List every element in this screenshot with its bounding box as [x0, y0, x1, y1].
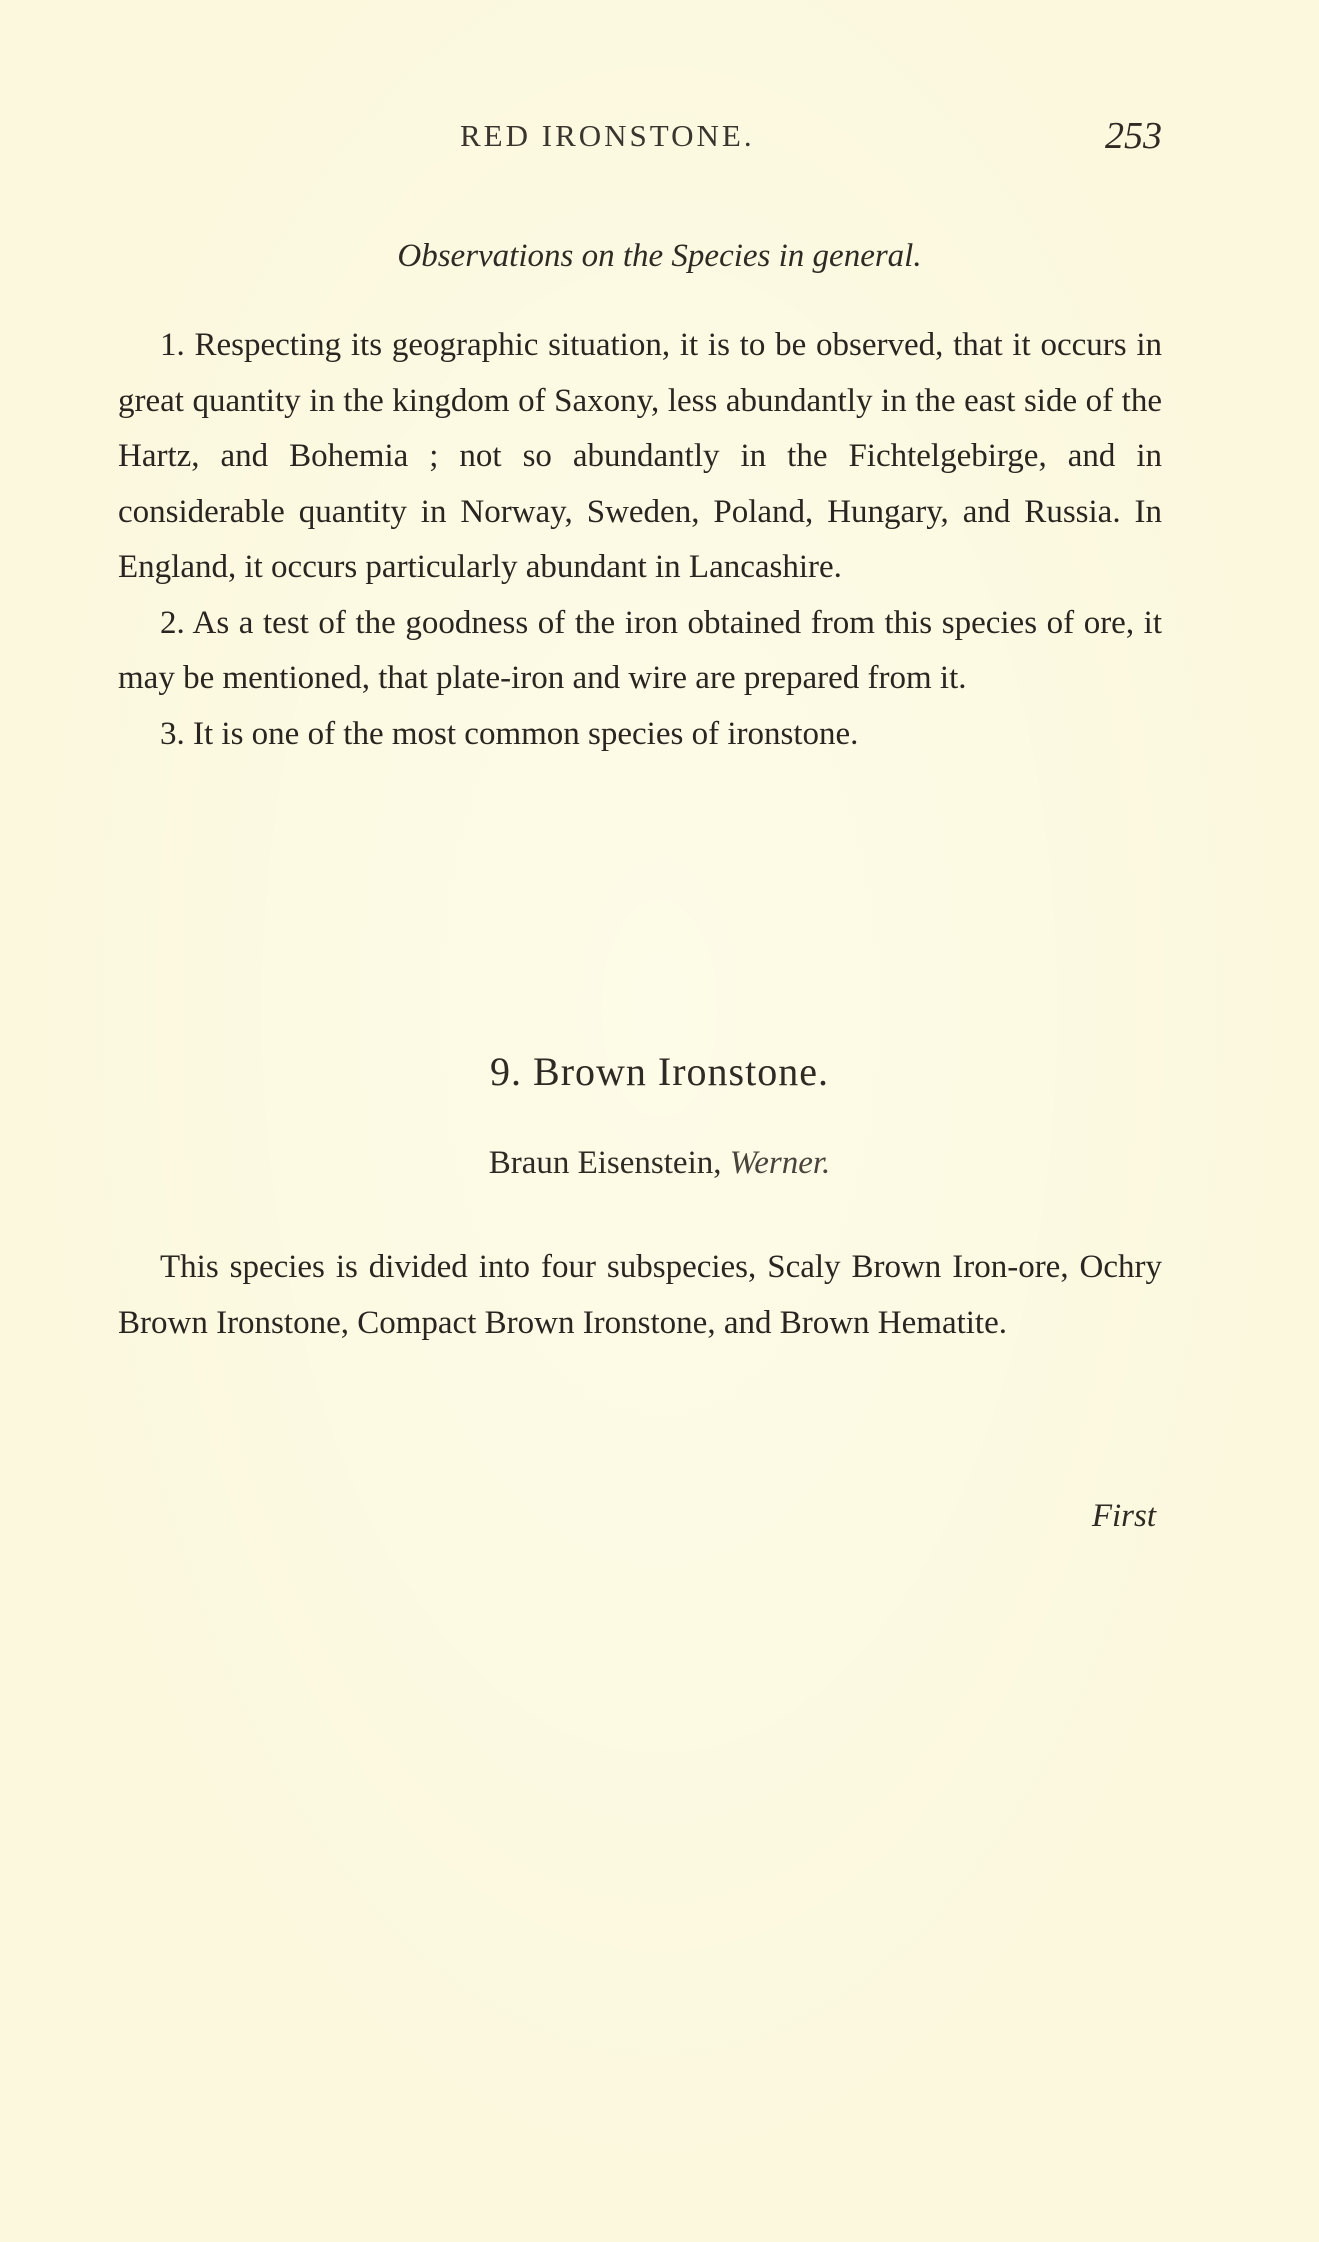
synonym-name: Braun Eisenstein,	[488, 1145, 722, 1181]
page-number: 253	[1105, 115, 1162, 157]
species-title: 9. Brown Ironstone.	[490, 1049, 829, 1094]
running-head	[0, 115, 1319, 168]
species-description: This species is divided into four subspecies, Scaly Brown Iron-ore, Ochry Brown Ironstone, Compact Brown Ironstone, and Brown Hematite.	[118, 1249, 1162, 1341]
observation-paragraph: 3. It is one of the most common species of ironstone.	[160, 715, 859, 752]
running-title: RED IRONSTONE.	[460, 118, 755, 153]
observations-list	[118, 318, 1162, 762]
observation-paragraph: 1. Respecting its geographic situation, it is to be observed, that it occurs in great quantity in the kingdom of Saxony, less abundantly in the east side of the Hartz, and Bohemia ; not so abundantly in the Fichtelgebirge, and in considerable quantity in Norway, Sweden, Poland, Hungary, and Russia. In England, it occurs particularly abundant in Lancashire.	[118, 327, 1162, 585]
catchword: First	[1091, 1498, 1156, 1534]
observation-paragraph: 2. As a test of the goodness of the iron obtained from this species of ore, it may be mentioned, that plate-iron and wire are prepared from it.	[118, 604, 1162, 696]
synonym-author: Werner.	[729, 1145, 831, 1181]
species-synonym	[0, 1145, 1319, 1182]
section-heading: Observations on the Species in general.	[397, 238, 922, 274]
